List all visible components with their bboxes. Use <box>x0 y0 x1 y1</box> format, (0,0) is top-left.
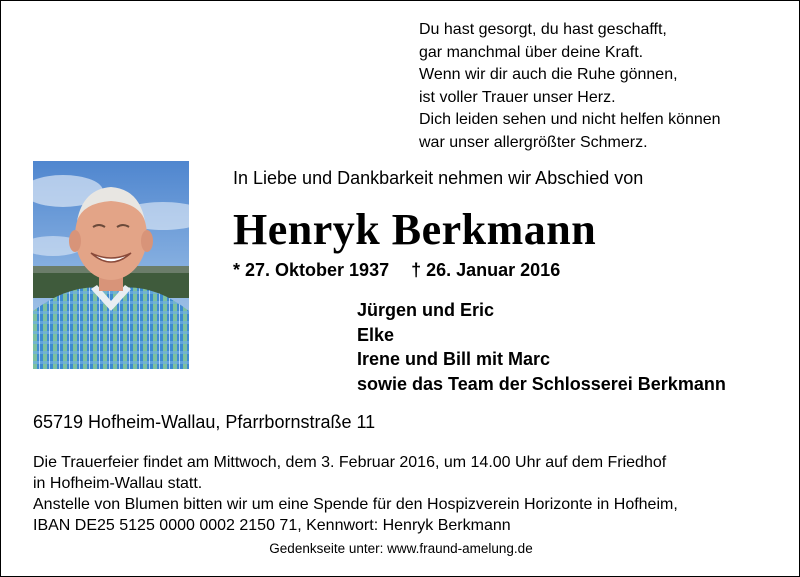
mourners-list <box>357 298 726 396</box>
death-date: † 26. Januar 2016 <box>411 260 561 280</box>
poem-line: Du hast gesorgt, du hast geschafft, <box>419 21 667 38</box>
mourner: Jürgen und Eric <box>357 300 495 320</box>
poem-line: war unser allergrößter Schmerz. <box>419 133 648 151</box>
life-dates <box>233 260 560 281</box>
address: 65719 Hofheim-Wallau, Pfarrbornstraße 11 <box>33 412 376 432</box>
poem-line: Dich leiden sehen und nicht helfen können <box>419 111 721 128</box>
notice-line: in Hofheim-Wallau statt. <box>33 475 203 492</box>
mourner: Irene und Bill mit Marc <box>357 349 551 369</box>
poem <box>419 19 789 154</box>
poem-line: ist voller Trauer unser Herz. <box>419 88 616 106</box>
memorial-page-link: Gedenkseite unter: www.fraund-amelung.de <box>269 541 533 556</box>
mourner: Elke <box>357 324 395 345</box>
funeral-notice <box>33 452 778 536</box>
birth-date: * 27. Oktober 1937 <box>233 260 390 280</box>
farewell-intro: In Liebe und Dankbarkeit nehmen wir Abschied von <box>233 168 644 188</box>
deceased-name: Henryk Berkmann <box>233 205 597 254</box>
poem-line: gar manchmal über deine Kraft. <box>419 43 644 61</box>
portrait-photo <box>33 161 189 369</box>
mourner: sowie das Team der Schlosserei Berkmann <box>357 373 726 394</box>
poem-line: Wenn wir dir auch die Ruhe gönnen, <box>419 66 678 83</box>
notice-line: Anstelle von Blumen bitten wir um eine Spende für den Hospizverein Horizonte in Hofheim, <box>33 496 678 513</box>
notice-line: Die Trauerfeier findet am Mittwoch, dem 3. Februar 2016, um 14.00 Uhr auf dem Friedhof <box>33 454 667 471</box>
notice-line: IBAN DE25 5125 0000 0002 2150 71, Kennwort: Henryk Berkmann <box>33 517 511 534</box>
